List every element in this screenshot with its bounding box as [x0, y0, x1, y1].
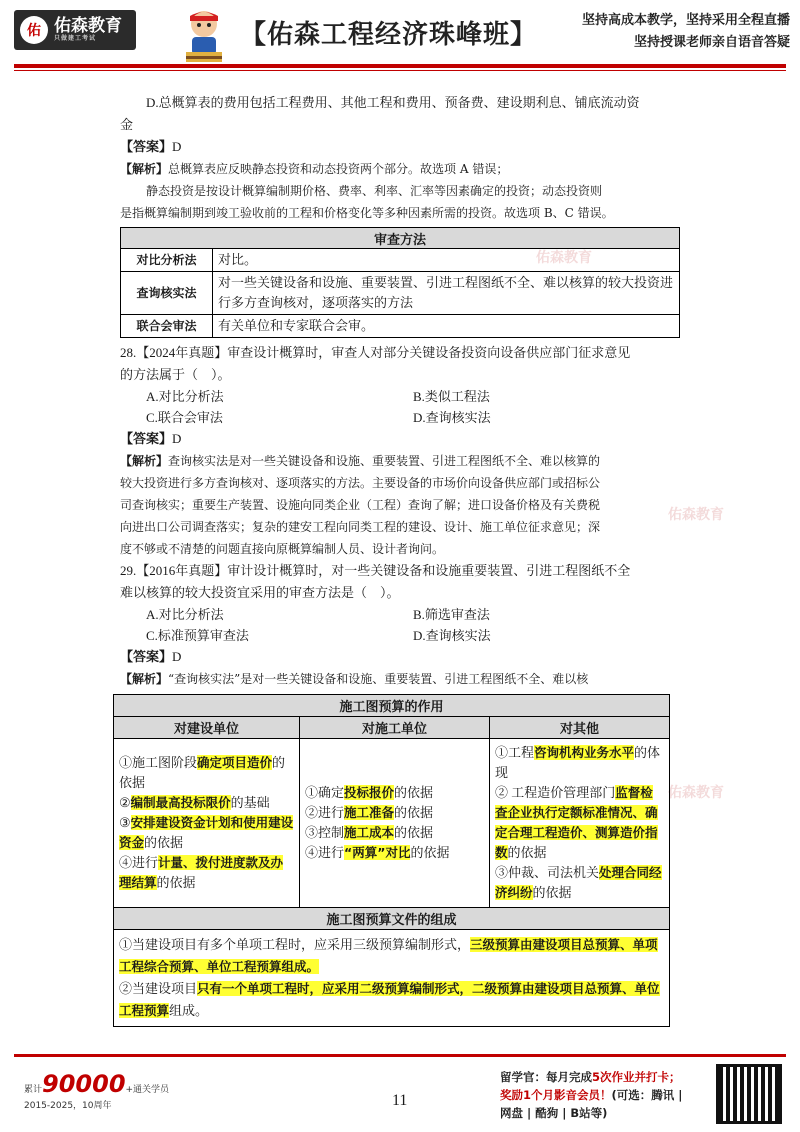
logo-subtext: 只做建工考试 [54, 35, 97, 42]
table-subtitle: 施工图预算文件的组成 [114, 908, 670, 930]
question-options [120, 604, 680, 646]
analysis-tag: 【解析】 [120, 672, 169, 686]
logo-mark-icon: 佑 [20, 16, 48, 44]
logo-text: 佑森教育 [54, 16, 122, 36]
answer-value: D [172, 431, 182, 446]
header-slogan [582, 10, 790, 54]
option-c: C.标准预算审查法 [146, 628, 249, 643]
option-c: C.联合会审法 [146, 410, 223, 425]
method-name: 联合会审法 [121, 315, 213, 338]
option-d-line: D.总概算表的费用包括工程费用、其他工程和费用、预备费、建设期利息、铺底流动资 [146, 95, 640, 110]
slogan-line-1: 坚持高成本教学，坚持采用全程直播 [581, 13, 790, 28]
role-cell-other [490, 739, 670, 908]
list-item: ②编制最高投标限价的基础 [119, 795, 270, 810]
table-row [114, 739, 670, 908]
list-item: ④进行计量、拨付进度款及办理结算的依据 [119, 855, 284, 890]
list-item: ③控制施工成本的依据 [305, 825, 434, 840]
list-item: ② 工程造价管理部门监督检查企业执行定额标准情况、确定合理工程造价、测算造价指数的依据 [495, 785, 658, 860]
count-prefix: 累计 [24, 1085, 43, 1095]
analysis-line: 较大投资进行多方查询核对、逐项落实的方法。主要设备的市场价向设备供应部门或招标公 [120, 476, 601, 490]
document-body [120, 92, 680, 712]
list-item: ②当建设项目只有一个单项工程时，应采用二级预算编制形式，二级预算由建设项目总预算、单位工程预算组成。 [119, 981, 660, 1018]
question-stem: 的方法属于（ ）。 [120, 367, 231, 382]
answer-tag: 【答案】 [120, 139, 173, 154]
analysis-line: 【解析】“查询核实法”是对一些关键设备和设施、重要装置、引进工程图纸不全、难以核 [120, 672, 589, 686]
analysis-line: 【解析】总概算表应反映静态投资和动态投资两个部分。故选项 A 错误； [120, 162, 509, 176]
option-a: A.对比分析法 [146, 607, 224, 622]
page-title: 【佑森工程经济珠峰班】 [240, 20, 538, 50]
analysis-line: 向进出口公司调查落实；复杂的建安工程向同类工程的建设、设计、施工单位征求意见；深 [120, 520, 601, 534]
answer-value: D [172, 139, 182, 154]
footer-divider [14, 1054, 786, 1057]
count-suffix: +通关学员 [125, 1085, 170, 1095]
column-header: 对施工单位 [300, 717, 490, 739]
option-a: A.对比分析法 [146, 389, 224, 404]
review-method-table [120, 227, 680, 338]
analysis-tag: 【解析】 [120, 162, 169, 176]
table-title: 施工图预算的作用 [114, 695, 670, 717]
table-row [114, 930, 670, 1027]
list-item: ③安排建设资金计划和使用建设资金的依据 [119, 815, 294, 850]
list-item: ④进行“两算”对比的依据 [305, 845, 450, 860]
option-d: D.查询核实法 [413, 628, 491, 643]
method-desc: 对一些关键设备和设施、重要装置、引进工程图纸不全、难以核算的较大投资进行多方查询核对，逐项落实的方法 [213, 272, 680, 315]
column-header: 对建设单位 [114, 717, 300, 739]
method-desc: 有关单位和专家联合会审。 [213, 315, 680, 338]
method-desc: 对比。 [213, 249, 680, 272]
list-item: ①确定投标报价的依据 [305, 785, 434, 800]
column-header: 对其他 [490, 717, 670, 739]
table-row [121, 315, 680, 338]
answer-value: D [172, 649, 182, 664]
watermark: 佑森教育 [536, 250, 592, 266]
footer-promo: 留学官：每月完成5次作业并打卡； 奖励1个月影音会员！(可选：腾讯 | 网盘 | 酷狗 | B站等) [500, 1070, 683, 1120]
page-header [0, 0, 800, 80]
answer-line [120, 646, 680, 668]
question-options [120, 386, 680, 428]
analysis-line: 静态投资是按设计概算编制期价格、费率、利率、汇率等因素确定的投资；动态投资则 [146, 184, 603, 198]
method-name: 对比分析法 [121, 249, 213, 272]
question-stem: 29.【2016年真题】审计设计概算时，对一些关键设备和设施重要装置、引进工程图纸不全 [120, 563, 631, 578]
watermark: 佑森教育 [668, 785, 724, 801]
slogan-line-2: 坚持授课老师亲自语音答疑 [633, 35, 790, 50]
question-stem: 难以核算的较大投资宜采用的审查方法是（ ）。 [120, 585, 400, 600]
analysis-line: 【解析】查询核实法是对一些关键设备和设施、重要装置、引进工程图纸不全、难以核算的 [120, 454, 601, 468]
option-b: B.筛选审查法 [413, 607, 490, 622]
qr-code-icon [716, 1064, 782, 1124]
analysis-line: 司查询核实；重要生产装置、设施向同类企业（工程）查询了解；进口设备价格及有关费税 [120, 498, 601, 512]
answer-tag: 【答案】 [120, 649, 173, 664]
footer-stats [24, 1070, 169, 1111]
years-text: 2015-2025，10周年 [24, 1101, 112, 1111]
mascot-icon [180, 6, 228, 66]
list-item: ②进行施工准备的依据 [305, 805, 434, 820]
method-name: 查询核实法 [121, 272, 213, 315]
table-title: 审查方法 [121, 228, 680, 249]
student-count: 90000 [42, 1070, 126, 1098]
header-divider [14, 64, 786, 68]
list-item: ①工程咨询机构业务水平的体现 [495, 745, 661, 780]
table-row [121, 249, 680, 272]
option-d-cont: 金 [120, 117, 134, 132]
role-cell-contractor [300, 739, 490, 908]
list-item: ①当建设项目有多个单项工程时，应采用三级预算编制形式，三级预算由建设项目总预算、单项工程综合预算、单位工程预算组成。 [119, 937, 658, 974]
question-stem: 28.【2024年真题】审查设计概算时，审查人对部分关键设备投资向设备供应部门征求意见 [120, 345, 631, 360]
construction-budget-table [113, 694, 670, 1027]
role-cell-owner [114, 739, 300, 908]
analysis-tag: 【解析】 [120, 454, 169, 468]
list-item: ③仲裁、司法机关处理合同经济纠纷的依据 [495, 865, 662, 900]
option-d: D.查询核实法 [413, 410, 491, 425]
answer-line [120, 136, 680, 158]
page-number: 11 [392, 1092, 408, 1109]
table-row [121, 272, 680, 315]
analysis-line: 是指概算编制期到竣工验收前的工程和价格变化等多种因素所需的投资。故选项 B、C 错误。 [120, 206, 614, 220]
list-item: ①施工图阶段确定项目造价的依据 [119, 755, 286, 790]
answer-line [120, 428, 680, 450]
option-b: B.类似工程法 [413, 389, 490, 404]
header-divider-thin [14, 70, 786, 71]
watermark: 佑森教育 [668, 507, 724, 523]
answer-tag: 【答案】 [120, 431, 173, 446]
analysis-line: 度不够或不清楚的问题直接向原概算编制人员、设计者询问。 [120, 542, 445, 556]
composition-cell [114, 930, 670, 1027]
brand-logo [14, 10, 136, 50]
